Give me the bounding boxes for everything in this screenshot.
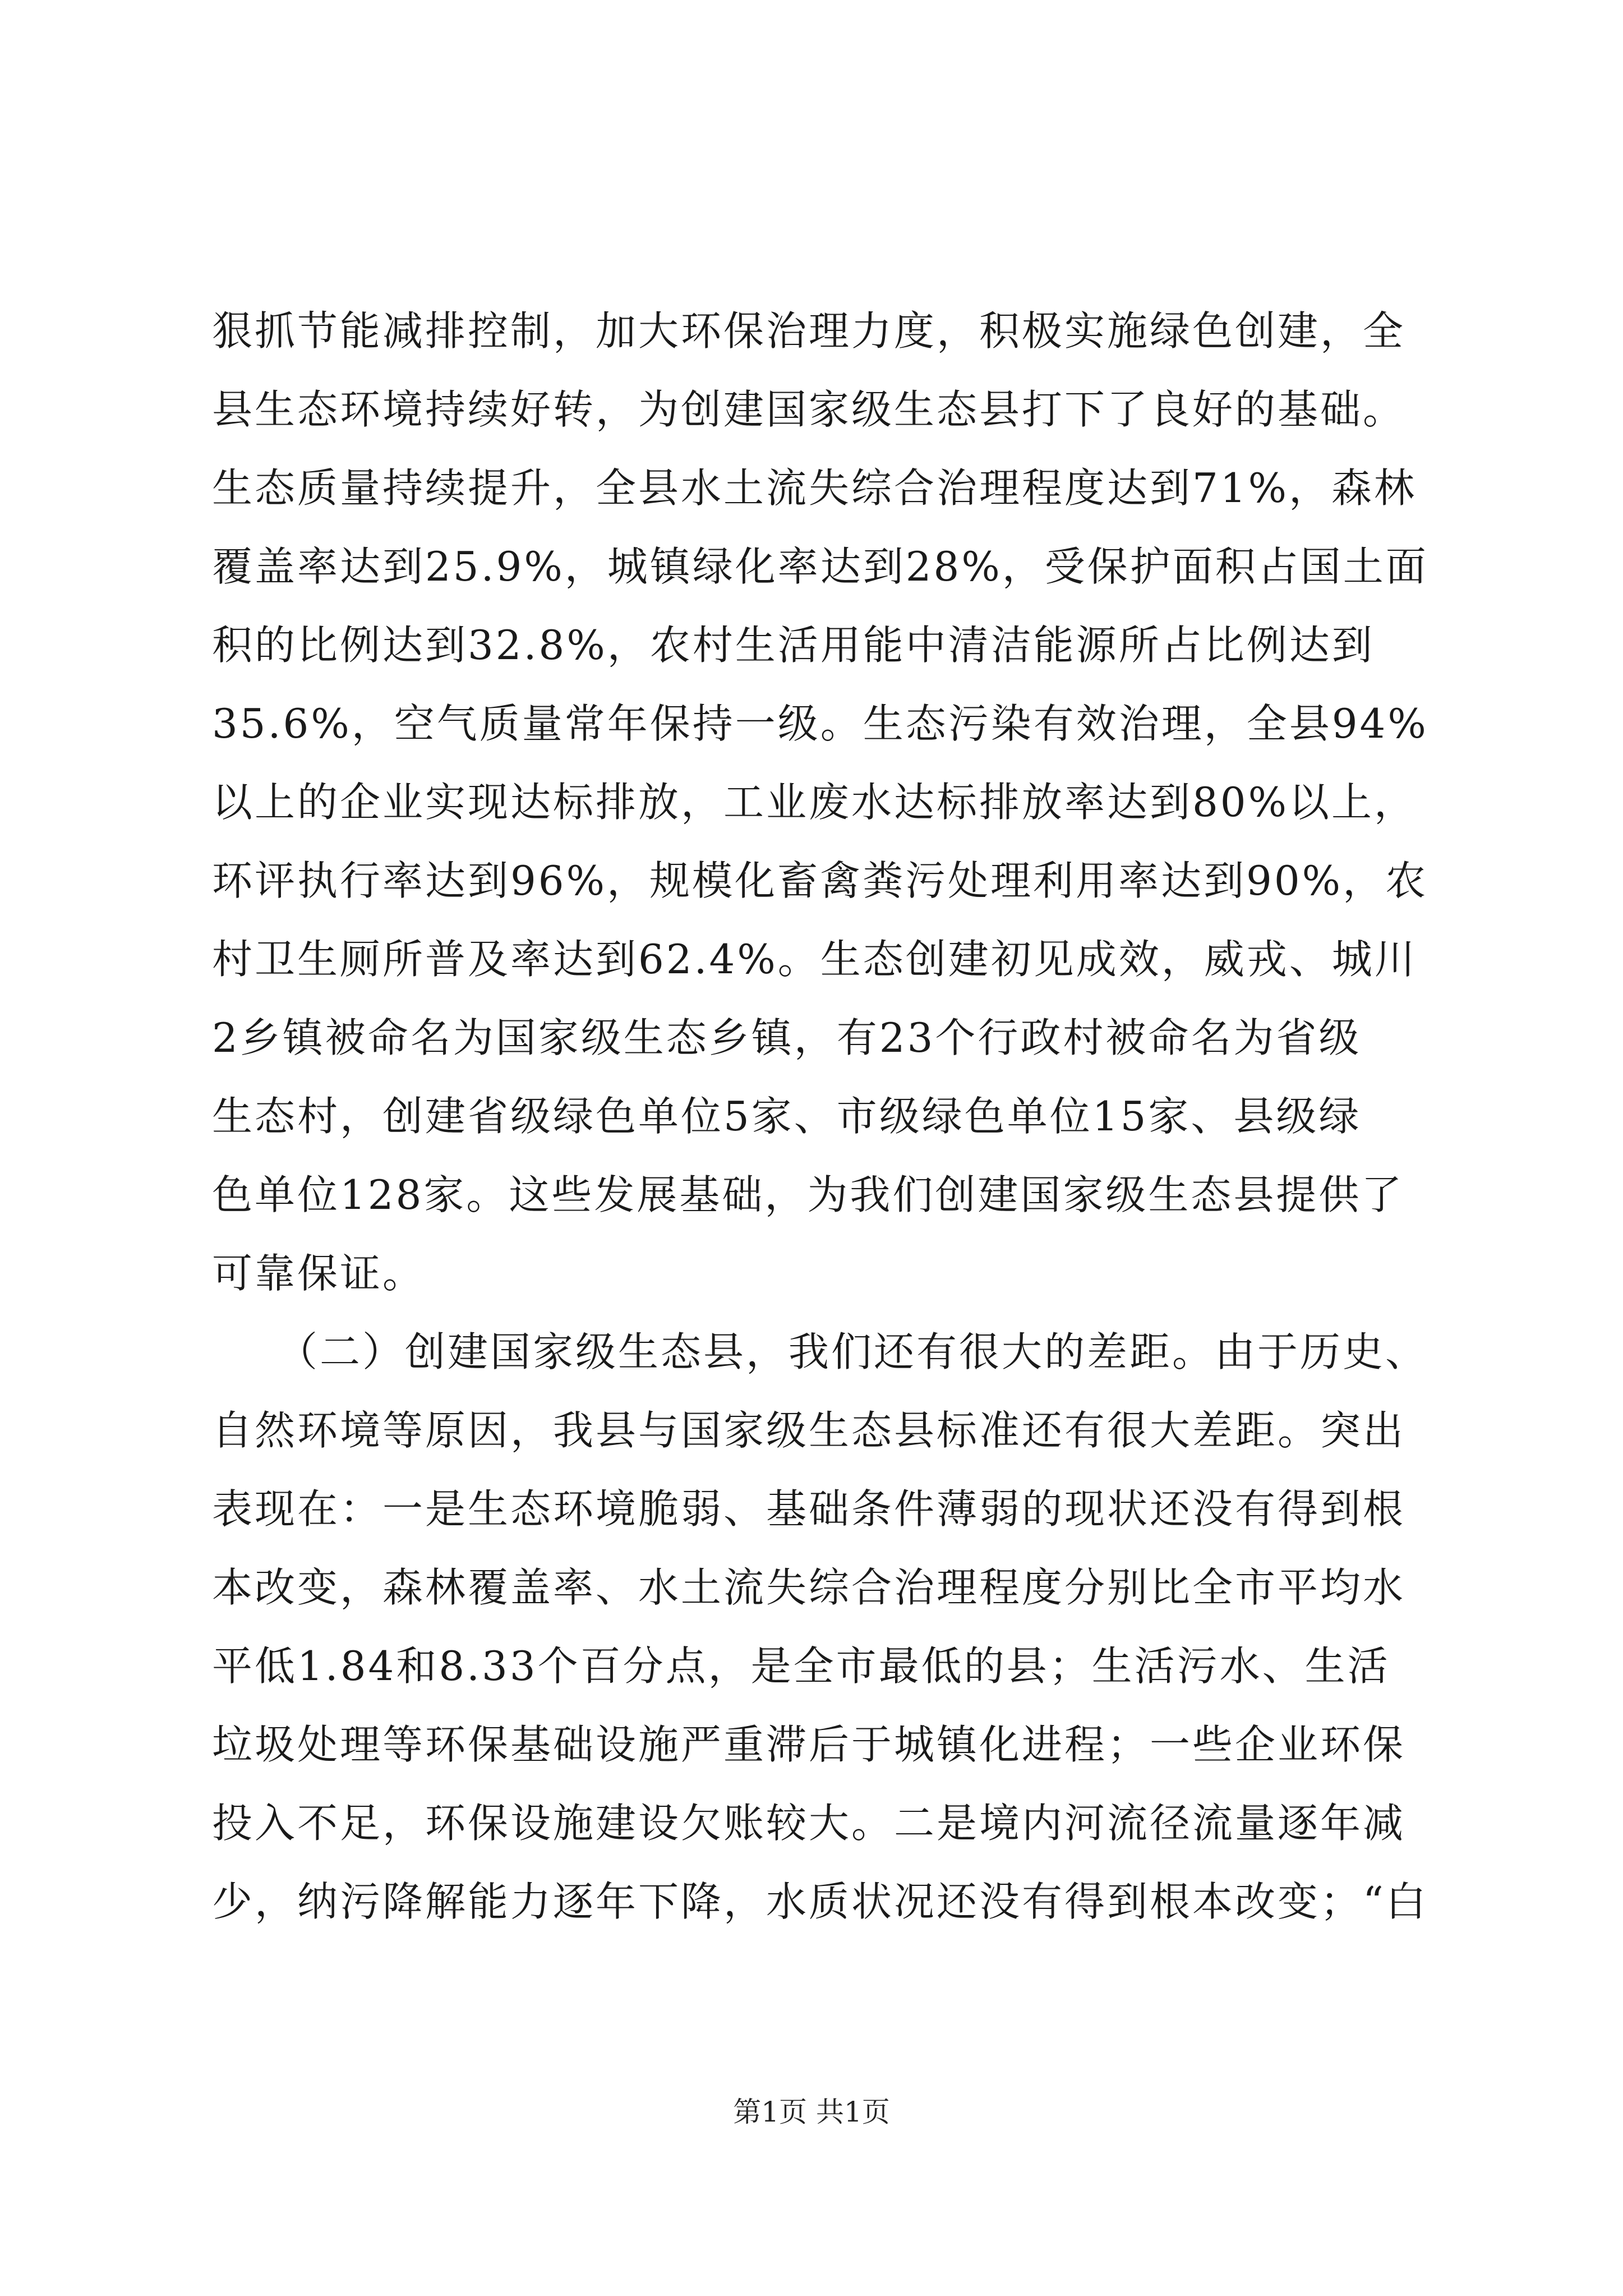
text-line: 可靠保证。 [212, 1250, 426, 1297]
page-footer: 第1页 共1页 [733, 2096, 890, 2128]
text-line: （二）创建国家级生态县，我们还有很大的差距。由于历史、 [212, 1328, 1428, 1375]
text-line: 少，纳污降解能力逐年下降，水质状况还没有得到根本改变；“白 [212, 1878, 1428, 1925]
text-line: 环评执行率达到96%，规模化畜禽粪污处理利用率达到90%，农 [212, 857, 1428, 904]
text-line: 以上的企业实现达标排放，工业废水达标排放率达到80%以上， [212, 779, 1417, 826]
text-line: 2乡镇被命名为国家级生态乡镇，有23个行政村被命名为省级 [212, 1014, 1362, 1061]
text-line: 县生态环境持续好转，为创建国家级生态县打下了良好的基础。 [212, 386, 1406, 433]
text-line: 村卫生厕所普及率达到62.4%。生态创建初见成效，威戎、城川 [212, 936, 1417, 983]
text-line: 自然环境等原因，我县与国家级生态县标准还有很大差距。突出 [212, 1407, 1406, 1454]
text-line: 表现在：一是生态环境脆弱、基础条件薄弱的现状还没有得到根 [212, 1485, 1406, 1533]
text-line: 色单位128家。这些发展基础，为我们创建国家级生态县提供了 [212, 1171, 1404, 1218]
text-line: 垃圾处理等环保基础设施严重滞后于城镇化进程；一些企业环保 [212, 1721, 1406, 1768]
text-line: 生态村，创建省级绿色单位5家、市级绿色单位15家、县级绿 [212, 1093, 1362, 1140]
text-line: 生态质量持续提升，全县水土流失综合治理程度达到71%，森林 [212, 464, 1417, 512]
text-line: 覆盖率达到25.9%，城镇绿化率达到28%，受保护面积占国土面 [212, 543, 1428, 590]
text-line: 积的比例达到32.8%，农村生活用能中清洁能源所占比例达到 [212, 622, 1375, 669]
text-line: 35.6%，空气质量常年保持一级。生态污染有效治理，全县94% [212, 700, 1428, 747]
text-line: 本改变，森林覆盖率、水土流失综合治理程度分别比全市平均水 [212, 1564, 1406, 1611]
text-line: 平低1.84和8.33个百分点，是全市最低的县；生活污水、生活 [212, 1642, 1390, 1690]
text-line: 狠抓节能减排控制，加大环保治理力度，积极实施绿色创建，全 [212, 307, 1406, 355]
text-line: 投入不足，环保设施建设欠账较大。二是境内河流径流量逐年减 [212, 1800, 1406, 1847]
